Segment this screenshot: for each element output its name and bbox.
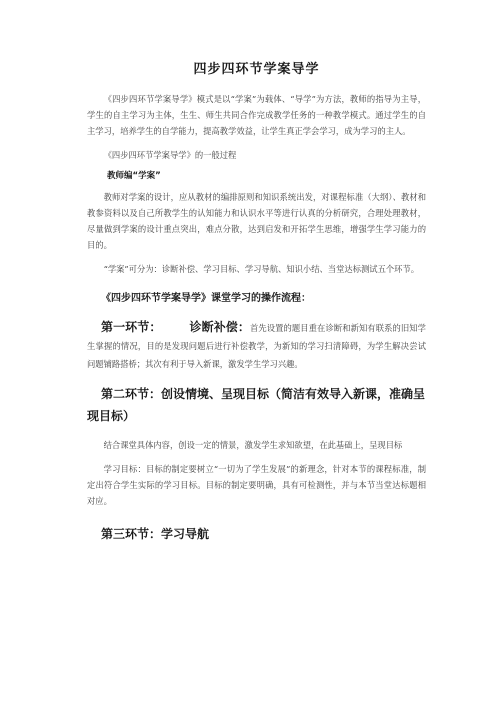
step2-paragraph-2: 学习目标：目标的制定要树立“一切为了学生发展”的新理念，针对本节的课程标准，制定出符合学生实际的学习目标。目标的制定要明确，具有可检测性，并与本节当堂达标题相对应。 bbox=[87, 464, 426, 506]
teacher-heading: 教师编“学案” bbox=[107, 171, 161, 181]
step1-name: 诊断补偿： bbox=[189, 320, 250, 334]
intro-paragraph: 《四步四环节学案导学》模式是以“学案”为载体、“导学”为方法，教师的指导为主导，学生的自主学习为主体，生生、师生共同合作完成教学任务的一种教学模式。通过学生的自主学习，培养学生的自学能力，提高教学效益，让学生真正学会学习，成为学习的主人。 bbox=[87, 94, 426, 136]
step1-label: 第一环节： bbox=[101, 320, 162, 334]
process-intro: 《四步四环节学案导学》的一般过程 bbox=[103, 150, 237, 160]
five-steps-paragraph: “学案”可分为：诊断补偿、学习目标、学习导航、知识小结、当堂达标测试五个环节。 bbox=[103, 264, 420, 274]
operation-heading: 《四步四环节学案导学》课堂学习的操作流程： bbox=[101, 293, 311, 304]
step3-title: 第三环节：学习导航 bbox=[101, 527, 210, 541]
step1-paragraph bbox=[87, 318, 426, 373]
teacher-paragraph: 教师对学案的设计，应从教材的编排原则和知识系统出发，对课程标准（大纲）、教材和教参资料以及自己所教学生的认知能力和认识水平等进行认真的分析研究，合理处理教材，尽量做到学案的设计重点突出，难点分散，达到启发和开拓学生思维，增强学生学习能力的目的。 bbox=[87, 192, 426, 250]
step2-paragraph-1: 结合课堂具体内容，创设一定的情景，激发学生求知欲望，在此基础上，呈现目标 bbox=[103, 440, 403, 450]
page-title: 四步四环节学案导学 bbox=[193, 62, 320, 77]
step1-text: 首先设置的题目重在诊断和新知有联系的旧知学生掌握的情况，目的是发现问题后进行补偿教学，为新知的学习扫清障碍，为学生解决尝试问题铺路搭桥；其次有利于导入新课，激发学生学习兴趣。 bbox=[87, 323, 426, 369]
step2-title: 第二环节：创设情境、呈现目标（简洁有效导入新课，准确呈现目标） bbox=[87, 387, 426, 423]
